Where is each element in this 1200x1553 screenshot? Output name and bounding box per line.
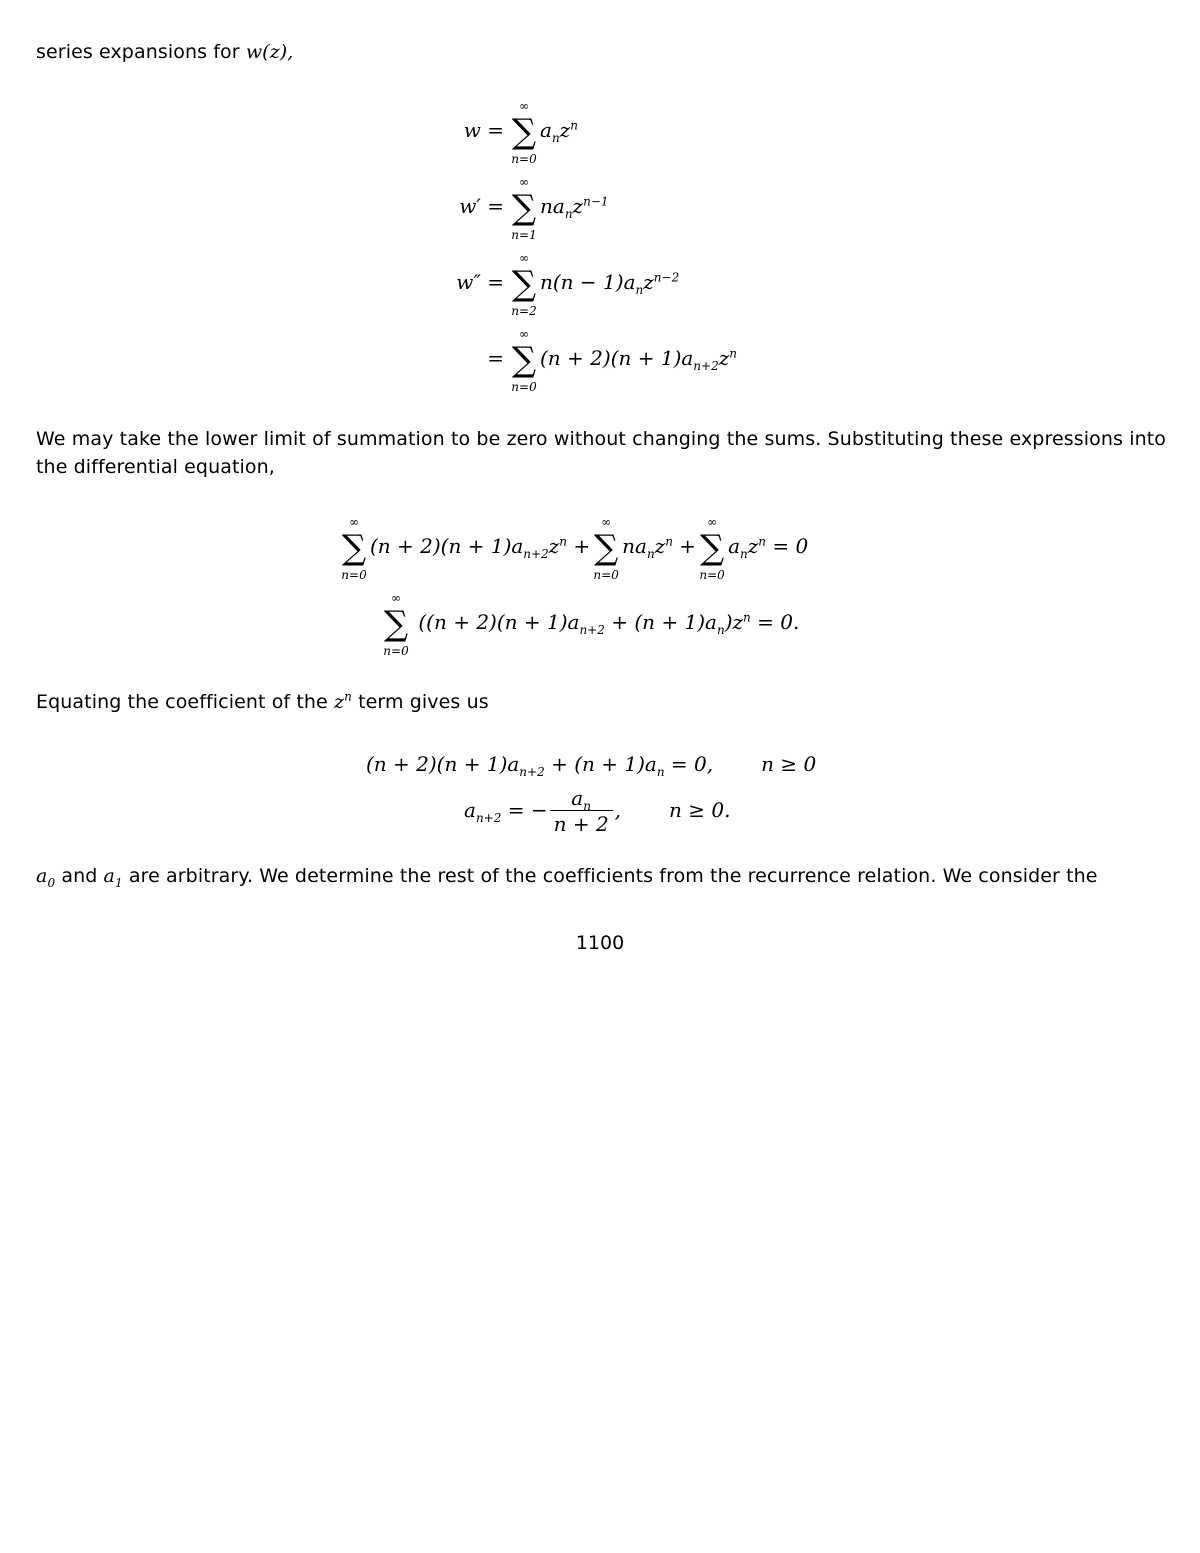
intro-paragraph (36, 38, 1166, 66)
summation-symbol: ∞ ∑ n=0 (511, 98, 537, 166)
fraction (550, 786, 613, 837)
summation-symbol: ∞ ∑ n=0 (511, 326, 537, 394)
summation-symbol: ∞ ∑ n=0 (593, 514, 619, 582)
arbitrary-text: are arbitrary. We determine the rest of the coefficients from the recurrence relation. We consider the (122, 865, 1098, 887)
recurrence-lhs: $a_{n+2}$ = − (464, 798, 548, 825)
series-rhs: $(n + 2)(n + 1)a_{n+2}z^n$ (540, 346, 737, 373)
substitution-combined: $((n + 2)(n + 1)a_{n+2} + (n + 1)a_n)z^n = 0$. (418, 610, 800, 637)
recurrence-eq-1 (366, 750, 816, 778)
arbitrary-paragraph (36, 862, 1166, 890)
fraction-numerator: $a_n$ (550, 786, 613, 811)
series-lhs: w″ = (456, 270, 504, 294)
recurrence-comma: , (614, 798, 622, 822)
recurrence-condition: n ≥ 0 (761, 752, 817, 776)
series-lhs: w = (463, 118, 504, 142)
substitution-eq-1 (338, 514, 809, 582)
a1-symbol: $a_1$ (103, 865, 123, 890)
coefficient-text-before: Equating the coefficient of the (36, 691, 334, 713)
summation-symbol: ∞ ∑ n=0 (341, 514, 367, 582)
substitution-term: $(n + 2)(n + 1)a_{n+2}z^n$ + (370, 534, 591, 561)
fraction-denominator: n + 2 (553, 812, 609, 836)
coefficient-paragraph (36, 688, 1166, 716)
intro-text: series expansions for (36, 41, 246, 63)
recurrence-eq-2 (464, 786, 730, 837)
recurrence-line: $(n + 2)(n + 1)a_{n+2} + (n + 1)a_n = 0$, (366, 752, 714, 779)
a0-symbol: $a_0$ (36, 865, 56, 890)
summation-symbol: ∞ ∑ n=0 (383, 590, 409, 658)
series-lhs: = (487, 346, 504, 370)
substitution-paragraph: We may take the lower limit of summation to be zero without changing the sums. Substituting these expressions into the differential equation, (36, 428, 1166, 478)
summation-symbol: ∞ ∑ n=1 (511, 174, 537, 242)
substitution-term: $na_nz^n$ + (622, 534, 697, 561)
series-rhs: $n(n - 1)a_nz^{n-2}$ (540, 270, 680, 297)
summation-symbol: ∞ ∑ n=0 (699, 514, 725, 582)
summation-symbol: ∞ ∑ n=2 (511, 250, 537, 318)
intro-function: w(z), (245, 41, 294, 63)
series-lhs: w′ = (459, 194, 504, 218)
recurrence-condition: n ≥ 0. (669, 798, 731, 822)
substitution-term: $a_nz^n = 0$ (728, 534, 809, 561)
substitution-eq-2 (380, 590, 800, 658)
coefficient-text-after: term gives us (351, 691, 489, 713)
coefficient-term: $z^n$ (333, 689, 352, 713)
series-rhs: $a_nz^n$ (540, 118, 578, 145)
page-number: 1100 (575, 932, 625, 954)
series-rhs: $na_nz^{n-1}$ (540, 194, 609, 221)
and-text: and (55, 865, 104, 887)
